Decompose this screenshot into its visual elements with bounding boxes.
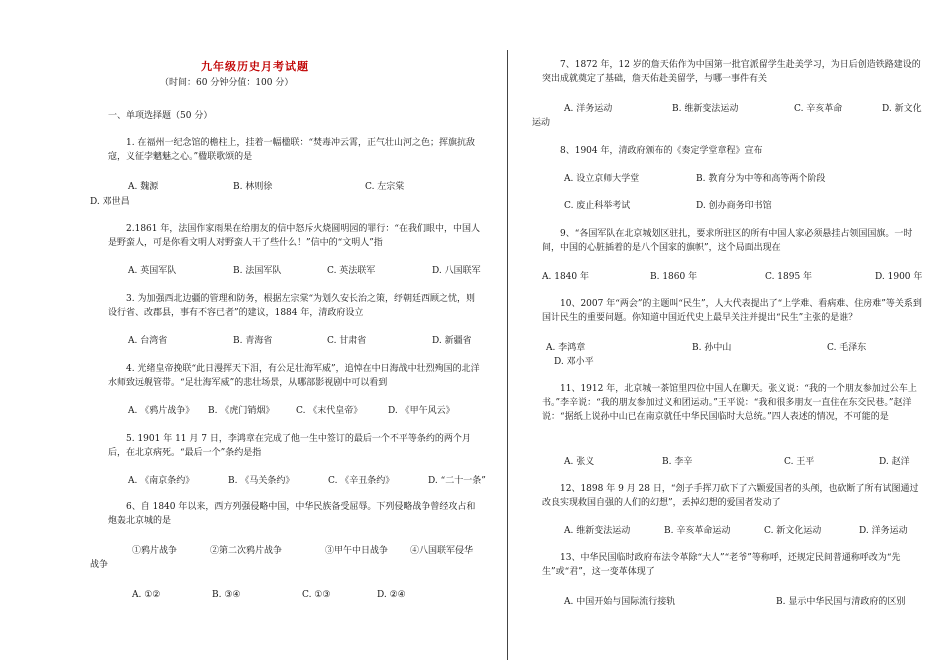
question-6-options (132, 588, 406, 602)
exam-title: 九年级历史月考试题 (201, 60, 309, 73)
option: C. 甘肃省 (327, 336, 367, 346)
option: D. 邓小平 (554, 357, 594, 367)
option: C. 辛亥革命 (794, 104, 843, 114)
question-13: 13、中华民国临时政府布法令革除“大人”“老爷”等称呼，还规定民间普通称呼改为“先生”或“君”，这一变革体现了 (542, 553, 901, 577)
question-11: 11、1912 年，北京城一茶馆里四位中国人在聊天。张义说：“我的一个朋友参加过公车上书。”李辛说：“我的朋友参加过义和团运动。”王平说：“我和很多朋友一直住在东交民巷。”赵洋说：“据纸上说孙中山已在南京就任中华民国临时大总统。”四人表述的情况，不可能的是 (542, 384, 917, 422)
option: B. 显示中华民国与清政府的区别 (776, 597, 906, 607)
option: D. 新疆省 (432, 336, 472, 346)
option: D. 邓世昌 (90, 197, 130, 207)
option: B. 《虎门销烟》 (208, 406, 275, 416)
option: B. 李辛 (662, 457, 693, 467)
option: C. 左宗棠 (365, 182, 405, 192)
option: A. 李鸿章 (546, 343, 586, 353)
option-tail: 运动 (532, 118, 551, 128)
option: B. ③④ (212, 590, 241, 600)
option: C. 废止科举考试 (564, 201, 631, 211)
question-6: 6、自 1840 年以来，西方列强侵略中国，中华民族备受屈辱。下列侵略战争曾经攻占和炮轰北京城的是 (108, 502, 476, 526)
option: A. 中国开始与国际流行接轨 (564, 597, 676, 607)
item: ②第二次鸦片战争 (210, 546, 283, 556)
question-4: 4. 光绪皇帝挽联“此日漫挥天下泪，有公足壮海军威”，追悼在中日海战中壮烈殉国的北洋水师致远舰管带。“足壮海军威”的悲壮场景，从哪部影视剧中可以看到 (108, 364, 480, 388)
question-5: 5. 1901 年 11 月 7 日，李鸿章在完成了他一生中签订的最后一个不平等条约的两个月后，在北京病死。“最后一个”条约是指 (108, 434, 471, 458)
question-10-options (546, 341, 866, 355)
option: B. 青海省 (233, 336, 273, 346)
option: D. “二十一条” (428, 476, 486, 486)
option: A. 1840 年 (542, 272, 589, 282)
question-11-options (564, 455, 910, 469)
option: A. 设立京师大学堂 (564, 174, 640, 184)
question-10: 10、2007 年“两会”的主题叫“民生”，人大代表提出了“上学难、看病难、住房难”等关系到国计民生的重要问题。你知道中国近代史上最早关注并提出“民生”主张的是谁？ (542, 299, 922, 323)
option: C. 毛泽东 (827, 343, 867, 353)
question-7-options (564, 102, 922, 116)
question-4-options (128, 404, 455, 418)
option: B. 《马关条约》 (228, 476, 295, 486)
item: ④八国联军侵华 (410, 546, 474, 556)
option: A. 魏源 (128, 182, 159, 192)
question-13-options (564, 595, 905, 609)
question-5-options (128, 474, 486, 488)
question-8: 8、1904 年，清政府颁布的《奏定学堂章程》宣布 (560, 146, 763, 156)
option: C. 新文化运动 (764, 526, 822, 536)
option: A. 台湾省 (128, 336, 168, 346)
option: A. 《鸦片战争》 (128, 406, 195, 416)
option: C. 《辛丑条约》 (328, 476, 395, 486)
question-12-options (564, 524, 908, 538)
option: B. 维新变法运动 (672, 104, 739, 114)
question-8-options-row2 (564, 199, 772, 213)
option: D. 赵洋 (879, 457, 910, 467)
option: B. 孙中山 (692, 343, 732, 353)
option: C. 英法联军 (327, 266, 376, 276)
section-heading: 一、单项选择题（50 分） (108, 111, 213, 121)
option: B. 林则徐 (233, 182, 273, 192)
question-1: 1. 在福州一纪念馆的檐柱上，挂着一幅楹联：“焚毒冲云霄，正气壮山河之色；挥旗抗敌寇，义征孛魑魅之心。”楹联歌颂的是 (108, 138, 476, 162)
option: A. 维新变法运动 (564, 526, 631, 536)
option: C. 1895 年 (765, 272, 813, 282)
option: A. 英国军队 (128, 266, 177, 276)
option: D. 1900 年 (875, 272, 923, 282)
question-9: 9、“各国军队在北京城划区驻扎，要求所驻区的所有中国人家必须悬挂占领国国旗。一时间，中国的心脏插着的是八个国家的旗帜”，这个局面出现在 (542, 229, 913, 253)
exam-subtitle: （时间：60 分钟分值：100 分） (160, 78, 294, 88)
question-2-options (128, 264, 481, 278)
question-7: 7、1872 年，12 岁的詹天佑作为中国第一批官派留学生赴美学习，为日后创造铁路建设的突出成就奠定了基础，詹天佑赴美留学，与哪一事件有关 (542, 60, 921, 84)
option: A. 《南京条约》 (128, 476, 195, 486)
option: D. ②④ (377, 590, 406, 600)
question-12: 12、1898 年 9 月 28 日，“刽子手挥刀砍下了六颗爱国者的头颅，也砍断了所有试图通过改良实现救国自强的人们的幻想”，丢掉幻想的爱国者发动了 (542, 484, 919, 508)
option: D. 《甲午风云》 (388, 406, 455, 416)
column-divider (507, 50, 508, 660)
question-1-options (128, 180, 404, 194)
option: A. ①② (132, 590, 161, 600)
item: ①鸦片战争 (132, 546, 178, 556)
question-8-options-row1 (564, 172, 825, 186)
option: B. 1860 年 (650, 272, 698, 282)
option: C. ①③ (302, 590, 331, 600)
question-3: 3. 为加强西北边疆的管理和防务，根据左宗棠“为划久安长治之策，纾朝廷西顾之忧，则设行省、改郡县，事有不容已者”的建议，1884 年，清政府设立 (108, 294, 476, 318)
question-3-options (128, 334, 472, 348)
option: D. 洋务运动 (859, 526, 908, 536)
option: A. 张义 (564, 457, 595, 467)
question-2: 2.1861 年，法国作家雨果在给朋友的信中怒斥火烧圆明园的罪行：“在我们眼中，中国人是野蛮人，可是你看文明人对野蛮人干了些什么！”信中的“文明人”指 (108, 224, 480, 248)
option: C. 《末代皇帝》 (296, 406, 363, 416)
option: A. 洋务运动 (564, 104, 613, 114)
option: C. 王平 (784, 457, 815, 467)
option: D. 创办商务印书馆 (696, 201, 772, 211)
option: B. 法国军队 (233, 266, 282, 276)
option: D. 八国联军 (432, 266, 481, 276)
option: B. 辛亥革命运动 (664, 526, 731, 536)
item: ③甲午中日战争 (325, 546, 389, 556)
question-6-items (132, 544, 473, 558)
question-9-options (542, 270, 922, 284)
item-tail: 战争 (90, 560, 109, 570)
option: B. 教育分为中等和高等两个阶段 (696, 174, 826, 184)
option: D. 新文化 (882, 104, 922, 114)
